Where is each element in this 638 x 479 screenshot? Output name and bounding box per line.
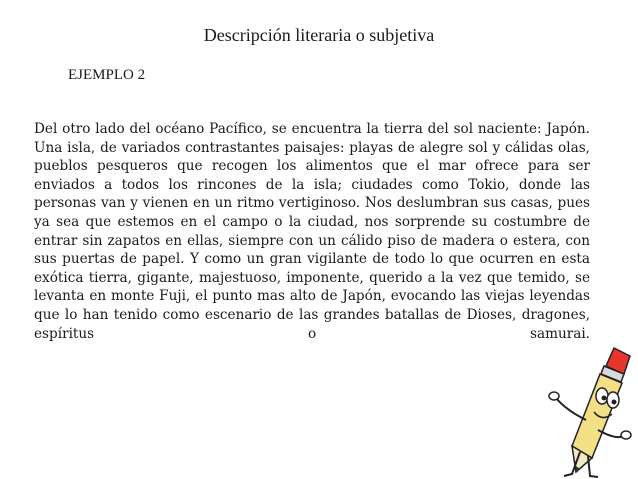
slide-title-text: Descripción literaria o subjetiva xyxy=(203,25,435,45)
example-label: EJEMPLO 2 xyxy=(68,67,146,83)
pencil-mascot-icon xyxy=(536,340,636,479)
body-paragraph: Del otro lado del océano Pacífico, se encuentra la tierra del sol naciente: Japón. Una isla, de variados contrastantes paisajes: playas de alegre sol y cálidas olas, pueblos pesqueros que recogen los alimentos que el mar ofrece para ser enviados a todos los rincones de la isla; ciudades como Tokio, donde las personas van y vienen en un ritmo vertiginoso. Nos deslumbran sus casas, pues ya sea que estemos en el campo o la ciudad, nos sorprende su costumbre de entrar sin zapatos en ellas, siempre con un cálido piso de madera o estera, con sus puertas de papel. Y como un gran vigilante de todo lo que ocurren en esta exótica tierra, gigante, majestuoso, imponente, querido a la vez que temido, se levanta en monte Fuji, el punto mas alto de Japón, evocando las viejas leyendas que lo han tenido como escenario de las grandes batallas de Dioses, dragones, espíritus o samurai. xyxy=(34,121,590,342)
slide-title xyxy=(0,25,638,46)
